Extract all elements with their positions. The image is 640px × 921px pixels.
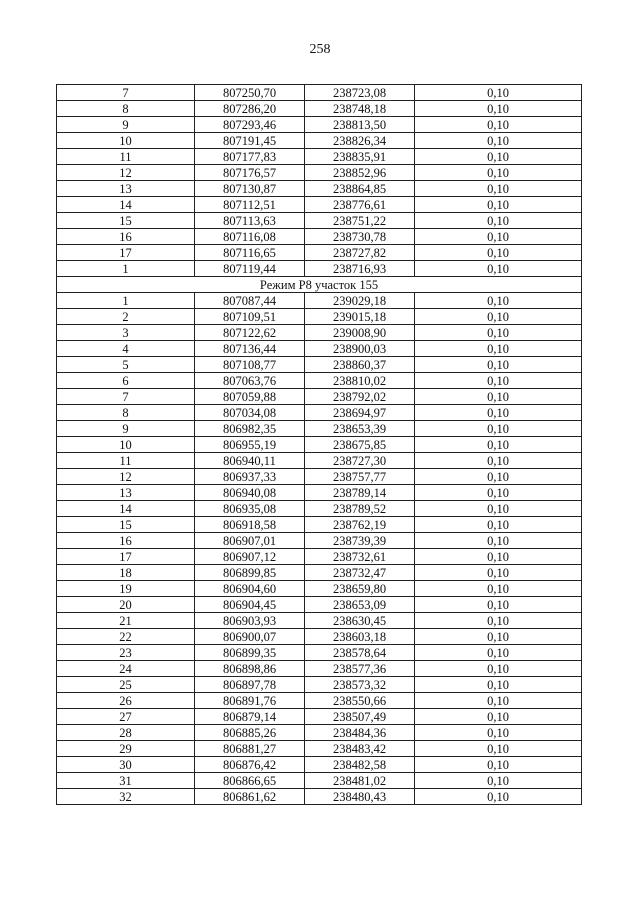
point-number-cell: 9: [57, 117, 195, 133]
point-number-cell: 16: [57, 229, 195, 245]
point-number-cell: 31: [57, 773, 195, 789]
y-coordinate-cell: 238776,61: [305, 197, 415, 213]
x-coordinate-cell: 806900,07: [195, 629, 305, 645]
point-number-cell: 6: [57, 373, 195, 389]
table-row: [57, 725, 582, 741]
y-coordinate-cell: 238789,14: [305, 485, 415, 501]
error-cell: 0,10: [415, 549, 582, 565]
x-coordinate-cell: 806907,01: [195, 533, 305, 549]
table-row: [57, 789, 582, 805]
x-coordinate-cell: 806982,35: [195, 421, 305, 437]
x-coordinate-cell: 806918,58: [195, 517, 305, 533]
y-coordinate-cell: 238630,45: [305, 613, 415, 629]
error-cell: 0,10: [415, 421, 582, 437]
table-row: [57, 485, 582, 501]
error-cell: 0,10: [415, 565, 582, 581]
y-coordinate-cell: 238727,30: [305, 453, 415, 469]
point-number-cell: 3: [57, 325, 195, 341]
table-row: [57, 597, 582, 613]
point-number-cell: 14: [57, 501, 195, 517]
point-number-cell: 5: [57, 357, 195, 373]
y-coordinate-cell: 239029,18: [305, 293, 415, 309]
x-coordinate-cell: 807177,83: [195, 149, 305, 165]
point-number-cell: 9: [57, 421, 195, 437]
x-coordinate-cell: 806885,26: [195, 725, 305, 741]
error-cell: 0,10: [415, 517, 582, 533]
error-cell: 0,10: [415, 117, 582, 133]
y-coordinate-cell: 238864,85: [305, 181, 415, 197]
x-coordinate-cell: 807034,08: [195, 405, 305, 421]
error-cell: 0,10: [415, 693, 582, 709]
x-coordinate-cell: 807087,44: [195, 293, 305, 309]
table-row: [57, 613, 582, 629]
table-row: [57, 661, 582, 677]
point-number-cell: 15: [57, 517, 195, 533]
table-row: [57, 341, 582, 357]
page-number: 258: [309, 42, 331, 57]
x-coordinate-cell: 806907,12: [195, 549, 305, 565]
point-number-cell: 10: [57, 133, 195, 149]
x-coordinate-cell: 807112,51: [195, 197, 305, 213]
table-row: [57, 245, 582, 261]
point-number-cell: 32: [57, 789, 195, 805]
x-coordinate-cell: 806861,62: [195, 789, 305, 805]
point-number-cell: 21: [57, 613, 195, 629]
point-number-cell: 19: [57, 581, 195, 597]
table-row: [57, 437, 582, 453]
x-coordinate-cell: 806904,60: [195, 581, 305, 597]
table-row: [57, 549, 582, 565]
table-row: [57, 165, 582, 181]
table-row: [57, 101, 582, 117]
point-number-cell: 23: [57, 645, 195, 661]
table-row: [57, 229, 582, 245]
x-coordinate-cell: 807122,62: [195, 325, 305, 341]
x-coordinate-cell: 806937,33: [195, 469, 305, 485]
x-coordinate-cell: 806955,19: [195, 437, 305, 453]
point-number-cell: 11: [57, 149, 195, 165]
y-coordinate-cell: 238578,64: [305, 645, 415, 661]
error-cell: 0,10: [415, 149, 582, 165]
table-row: [57, 309, 582, 325]
error-cell: 0,10: [415, 245, 582, 261]
y-coordinate-cell: 238653,09: [305, 597, 415, 613]
x-coordinate-cell: 807191,45: [195, 133, 305, 149]
error-cell: 0,10: [415, 469, 582, 485]
y-coordinate-cell: 238550,66: [305, 693, 415, 709]
y-coordinate-cell: 238716,93: [305, 261, 415, 277]
table-row: [57, 565, 582, 581]
error-cell: 0,10: [415, 661, 582, 677]
error-cell: 0,10: [415, 85, 582, 101]
y-coordinate-cell: 238739,39: [305, 533, 415, 549]
y-coordinate-cell: 238727,82: [305, 245, 415, 261]
table-row: [57, 453, 582, 469]
y-coordinate-cell: 238723,08: [305, 85, 415, 101]
error-cell: 0,10: [415, 645, 582, 661]
y-coordinate-cell: 238757,77: [305, 469, 415, 485]
error-cell: 0,10: [415, 629, 582, 645]
error-cell: 0,10: [415, 405, 582, 421]
y-coordinate-cell: 238748,18: [305, 101, 415, 117]
y-coordinate-cell: 238482,58: [305, 757, 415, 773]
point-number-cell: 27: [57, 709, 195, 725]
y-coordinate-cell: 238653,39: [305, 421, 415, 437]
x-coordinate-cell: 807293,46: [195, 117, 305, 133]
error-cell: 0,10: [415, 709, 582, 725]
y-coordinate-cell: 238762,19: [305, 517, 415, 533]
error-cell: 0,10: [415, 181, 582, 197]
error-cell: 0,10: [415, 325, 582, 341]
error-cell: 0,10: [415, 357, 582, 373]
error-cell: 0,10: [415, 757, 582, 773]
table-row: [57, 405, 582, 421]
y-coordinate-cell: 238577,36: [305, 661, 415, 677]
table-row: [57, 757, 582, 773]
error-cell: 0,10: [415, 501, 582, 517]
point-number-cell: 18: [57, 565, 195, 581]
point-number-cell: 15: [57, 213, 195, 229]
error-cell: 0,10: [415, 773, 582, 789]
error-cell: 0,10: [415, 213, 582, 229]
y-coordinate-cell: 238860,37: [305, 357, 415, 373]
table-row: [57, 213, 582, 229]
table-row: [57, 325, 582, 341]
x-coordinate-cell: 806881,27: [195, 741, 305, 757]
point-number-cell: 28: [57, 725, 195, 741]
error-cell: 0,10: [415, 165, 582, 181]
x-coordinate-cell: 807109,51: [195, 309, 305, 325]
y-coordinate-cell: 239008,90: [305, 325, 415, 341]
error-cell: 0,10: [415, 725, 582, 741]
point-number-cell: 16: [57, 533, 195, 549]
y-coordinate-cell: 238507,49: [305, 709, 415, 725]
table-row: [57, 581, 582, 597]
table-row: [57, 533, 582, 549]
x-coordinate-cell: 806891,76: [195, 693, 305, 709]
point-number-cell: 7: [57, 85, 195, 101]
point-number-cell: 14: [57, 197, 195, 213]
x-coordinate-cell: 806899,35: [195, 645, 305, 661]
error-cell: 0,10: [415, 789, 582, 805]
error-cell: 0,10: [415, 613, 582, 629]
x-coordinate-cell: 806876,42: [195, 757, 305, 773]
y-coordinate-cell: 238792,02: [305, 389, 415, 405]
error-cell: 0,10: [415, 341, 582, 357]
y-coordinate-cell: 238484,36: [305, 725, 415, 741]
x-coordinate-cell: 807113,63: [195, 213, 305, 229]
x-coordinate-cell: 807059,88: [195, 389, 305, 405]
x-coordinate-cell: 807130,87: [195, 181, 305, 197]
error-cell: 0,10: [415, 389, 582, 405]
x-coordinate-cell: 807176,57: [195, 165, 305, 181]
point-number-cell: 30: [57, 757, 195, 773]
x-coordinate-cell: 807286,20: [195, 101, 305, 117]
y-coordinate-cell: 238603,18: [305, 629, 415, 645]
x-coordinate-cell: 806899,85: [195, 565, 305, 581]
y-coordinate-cell: 238813,50: [305, 117, 415, 133]
point-number-cell: 12: [57, 469, 195, 485]
error-cell: 0,10: [415, 597, 582, 613]
point-number-cell: 13: [57, 485, 195, 501]
table-row: [57, 773, 582, 789]
error-cell: 0,10: [415, 261, 582, 277]
point-number-cell: 25: [57, 677, 195, 693]
x-coordinate-cell: 807250,70: [195, 85, 305, 101]
table-row: [57, 693, 582, 709]
x-coordinate-cell: 806940,08: [195, 485, 305, 501]
error-cell: 0,10: [415, 453, 582, 469]
x-coordinate-cell: 806903,93: [195, 613, 305, 629]
table-row: [57, 709, 582, 725]
point-number-cell: 22: [57, 629, 195, 645]
table-row: [57, 677, 582, 693]
x-coordinate-cell: 806904,45: [195, 597, 305, 613]
y-coordinate-cell: 238480,43: [305, 789, 415, 805]
point-number-cell: 4: [57, 341, 195, 357]
y-coordinate-cell: 238810,02: [305, 373, 415, 389]
table-row: [57, 181, 582, 197]
y-coordinate-cell: 238659,80: [305, 581, 415, 597]
error-cell: 0,10: [415, 437, 582, 453]
point-number-cell: 10: [57, 437, 195, 453]
y-coordinate-cell: 239015,18: [305, 309, 415, 325]
table-row: [57, 389, 582, 405]
table-row: [57, 293, 582, 309]
table-row: [57, 149, 582, 165]
error-cell: 0,10: [415, 309, 582, 325]
point-number-cell: 7: [57, 389, 195, 405]
error-cell: 0,10: [415, 373, 582, 389]
y-coordinate-cell: 238675,85: [305, 437, 415, 453]
coordinates-table: [56, 84, 582, 805]
error-cell: 0,10: [415, 741, 582, 757]
x-coordinate-cell: 806879,14: [195, 709, 305, 725]
table-row: [57, 629, 582, 645]
table-row: [57, 741, 582, 757]
x-coordinate-cell: 806935,08: [195, 501, 305, 517]
error-cell: 0,10: [415, 533, 582, 549]
error-cell: 0,10: [415, 581, 582, 597]
y-coordinate-cell: 238900,03: [305, 341, 415, 357]
table-row: [57, 357, 582, 373]
point-number-cell: 8: [57, 101, 195, 117]
point-number-cell: 11: [57, 453, 195, 469]
table-row: [57, 501, 582, 517]
table-row: [57, 261, 582, 277]
x-coordinate-cell: 806866,65: [195, 773, 305, 789]
table-row: [57, 85, 582, 101]
x-coordinate-cell: 806940,11: [195, 453, 305, 469]
x-coordinate-cell: 807119,44: [195, 261, 305, 277]
point-number-cell: 8: [57, 405, 195, 421]
table-row: [57, 517, 582, 533]
y-coordinate-cell: 238481,02: [305, 773, 415, 789]
y-coordinate-cell: 238732,47: [305, 565, 415, 581]
point-number-cell: 1: [57, 293, 195, 309]
point-number-cell: 24: [57, 661, 195, 677]
point-number-cell: 26: [57, 693, 195, 709]
error-cell: 0,10: [415, 485, 582, 501]
y-coordinate-cell: 238730,78: [305, 229, 415, 245]
y-coordinate-cell: 238852,96: [305, 165, 415, 181]
table-row: [57, 197, 582, 213]
y-coordinate-cell: 238694,97: [305, 405, 415, 421]
error-cell: 0,10: [415, 229, 582, 245]
table-row: [57, 421, 582, 437]
point-number-cell: 17: [57, 549, 195, 565]
y-coordinate-cell: 238835,91: [305, 149, 415, 165]
table-row: [57, 373, 582, 389]
x-coordinate-cell: 807063,76: [195, 373, 305, 389]
section-row: [57, 277, 582, 293]
y-coordinate-cell: 238573,32: [305, 677, 415, 693]
point-number-cell: 12: [57, 165, 195, 181]
y-coordinate-cell: 238751,22: [305, 213, 415, 229]
y-coordinate-cell: 238732,61: [305, 549, 415, 565]
table-row: [57, 469, 582, 485]
x-coordinate-cell: 807136,44: [195, 341, 305, 357]
point-number-cell: 2: [57, 309, 195, 325]
y-coordinate-cell: 238483,42: [305, 741, 415, 757]
x-coordinate-cell: 806898,86: [195, 661, 305, 677]
error-cell: 0,10: [415, 293, 582, 309]
y-coordinate-cell: 238789,52: [305, 501, 415, 517]
table-body-before: [57, 85, 582, 277]
section-title: Режим Р8 участок 155: [57, 277, 582, 293]
x-coordinate-cell: 807116,08: [195, 229, 305, 245]
x-coordinate-cell: 806897,78: [195, 677, 305, 693]
point-number-cell: 29: [57, 741, 195, 757]
table-row: [57, 133, 582, 149]
point-number-cell: 13: [57, 181, 195, 197]
point-number-cell: 20: [57, 597, 195, 613]
point-number-cell: 17: [57, 245, 195, 261]
point-number-cell: 1: [57, 261, 195, 277]
x-coordinate-cell: 807108,77: [195, 357, 305, 373]
error-cell: 0,10: [415, 677, 582, 693]
error-cell: 0,10: [415, 197, 582, 213]
x-coordinate-cell: 807116,65: [195, 245, 305, 261]
error-cell: 0,10: [415, 133, 582, 149]
table-body-after: [57, 293, 582, 805]
error-cell: 0,10: [415, 101, 582, 117]
table-row: [57, 645, 582, 661]
y-coordinate-cell: 238826,34: [305, 133, 415, 149]
table-row: [57, 117, 582, 133]
section-block: [57, 277, 582, 293]
